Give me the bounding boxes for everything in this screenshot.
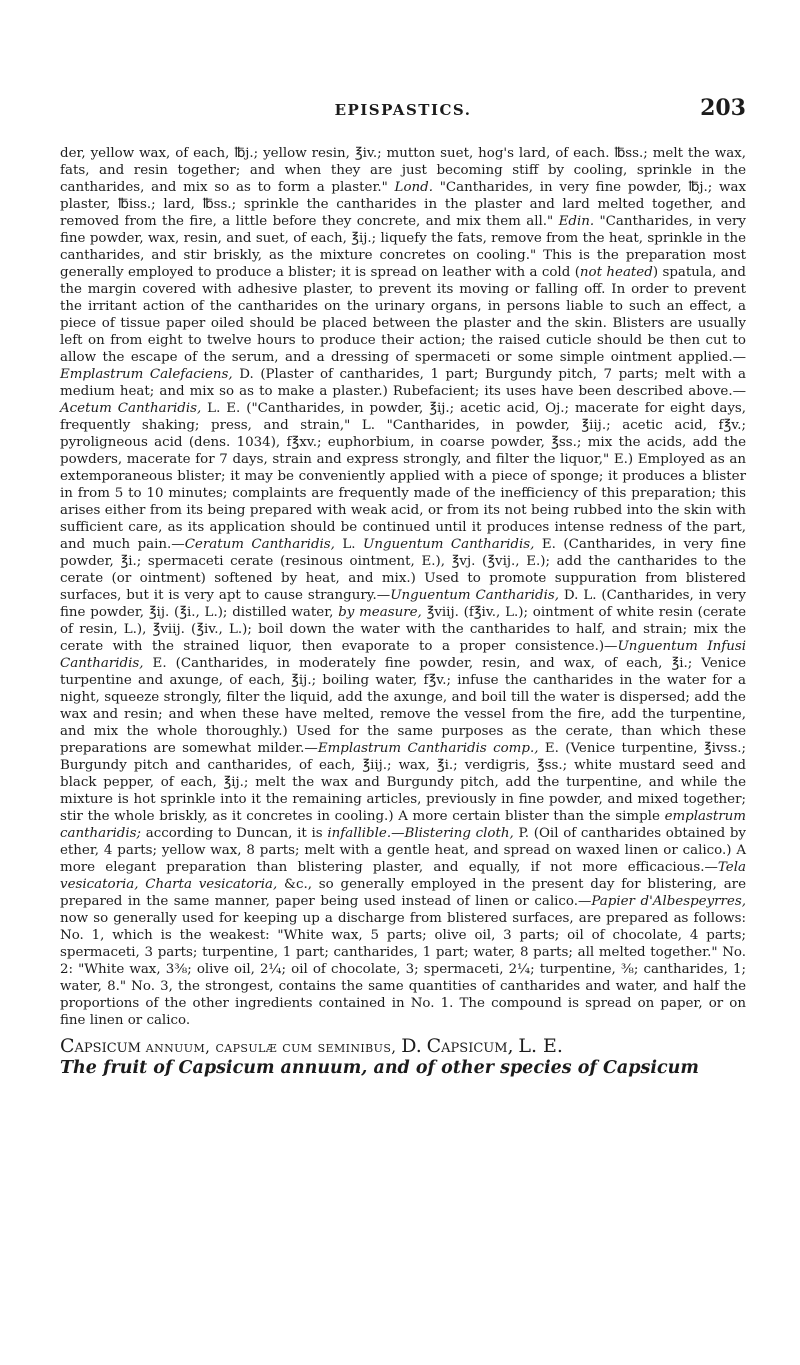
- body-text: [60, 145, 746, 1029]
- main-paragraph: der, yellow wax, of each, ℔j.; yellow resin, ℥iv.; mutton suet, hog's lard, of each. ℔ss.; melt the wax, fats, and resin together; and when they are just becoming stiff by cooling, sprinkle in the cantharides, and mix so as to form a plaster." Lond. "Cantharides, in very fine powder, ℔j.; wax plaster, ℔iss.; lard, ℔ss.; sprinkle the cantharides in the plaster and lard melted together, and removed from the fire, a little before they concrete, and mix them all." Edin. "Cantharides, in very fine powder, wax, resin, and suet, of each, ℥ij.; liquefy the fats, remove from the heat, sprinkle in the cantharides, and stir briskly, as the mixture concretes on cooling." This is the preparation most generally employed to produce a blister; it is spread on leather with a cold (not heated) spatula, and the margin covered with adhesive plaster, to prevent its moving or falling off. In order to prevent the irritant action of the cantharides on the urinary organs, in persons liable to such an effect, a piece of tissue paper oiled should be placed between the plaster and the skin. Blisters are usually left on from eight to twelve hours to produce their action; the raised cuticle should be then cut to allow the escape of the serum, and a dressing of spermaceti or some simple ointment applied.—Emplastrum Calefaciens, D. (Plaster of cantharides, 1 part; Burgundy pitch, 7 parts; melt with a medium heat; and mix so as to make a plaster.) Rubefacient; its uses have been described above.—Acetum Cantharidis, L. E. ("Cantharides, in powder, ℥ij.; acetic acid, Oj.; macerate for eight days, frequently shaking; press, and strain," L. "Cantharides, in powder, ℥iij.; acetic acid, f℥v.; pyroligneous acid (dens. 1034), f℥xv.; euphorbium, in coarse powder, ℥ss.; mix the acids, add the powders, macerate for 7 days, strain and express strongly, and filter the liquor," E.) Employed as an extemporaneous blister; it may be conveniently applied with a piece of sponge; it produces a blister in from 5 to 10 minutes; complaints are frequently made of the inefficiency of this preparation; this arises either from its being prepared with weak acid, or from its not being rubbed into the skin with sufficient care, as its application should be continued until it produces intense redness of the part, and much pain.—Ceratum Cantharidis, L. Unguentum Cantharidis, E. (Cantharides, in very fine powder, ℥i.; spermaceti cerate (resinous ointment, E.), ℥vj. (℥vij., E.); add the cantharides to the cerate (or ointment) softened by heat, and mix.) Used to promote suppuration from blistered surfaces, but it is very apt to cause strangury.—Unguentum Cantharidis, D. L. (Cantharides, in very fine powder, ℥ij. (℥i., L.); distilled water, by measure, ℥viij. (f℥iv., L.); ointment of white resin (cerate of resin, L.), ℥viij. (℥iv., L.); boil down the water with the cantharides to half, and strain; mix the cerate with the strained liquor, then evaporate to a proper consistence.)—Unguentum Infusi Cantharidis, E. (Cantharides, in moderately fine powder, resin, and wax, of each, ℥i.; Venice turpentine and axunge, of each, ℥ij.; boiling water, f℥v.; infuse the cantharides in the water for a night, squeeze strongly, filter the liquid, add the axunge, and boil till the water is dispersed; add the wax and resin; and when these have melted, remove the vessel from the fire, add the turpentine, and mix the whole thoroughly.) Used for the same purposes as the cerate, than which these preparations are somewhat milder.—Emplastrum Cantharidis comp., E. (Venice turpentine, ℥ivss.; Burgundy pitch and cantharides, of each, ℥iij.; wax, ℥i.; verdigris, ℥ss.; white mustard seed and black pepper, of each, ℥ij.; melt the wax and Burgundy pitch, add the turpentine, and while the mixture is hot sprinkle into it the remaining articles, previously in fine powder, and mixed together; stir the whole briskly, as it concretes in cooling.) A more certain blister than the simple emplastrum cantharidis; according to Duncan, it is infallible.—Blistering cloth, P. (Oil of cantharides obtained by ether, 4 parts; yellow wax, 8 parts; melt with a gentle heat, and spread on waxed linen or calico.) A more elegant preparation than blistering plaster, and equally, if not more efficacious.—Tela vesicatoria, Charta vesicatoria, &c., so generally employed in the present day for blistering, are prepared in the same manner, paper being used instead of linen or calico.—Papier d'Albespeyrres, now so generally used for keeping up a discharge from blistered surfaces, are prepared as follows: No. 1, which is the weakest: "White wax, 5 parts; olive oil, 3 parts; oil of chocolate, 4 parts; spermaceti, 3 parts; turpentine, 1 part; cantharides, 1 part; water, 8 parts; all melted together." No. 2: "White wax, 3⅜; olive oil, 2¼; oil of chocolate, 3; spermaceti, 2¼; turpentine, ⅜; cantharides, 1; water, 8." No. 3, the strongest, contains the same quantities of cantharides and water, and half the proportions of the other ingredients contained in No. 1. The compound is spread on paper, or on fine linen or calico.: [60, 146, 747, 1028]
- capsicum-heading: Capsicum annuum, capsulæ cum seminibus, D. Capsicum, L. E.: [60, 1035, 563, 1057]
- capsicum-description: The fruit of Capsicum annuum, and of other species of Capsicum: [60, 1058, 699, 1078]
- running-title: EPISPASTICS.: [334, 101, 472, 119]
- page-number: 203: [700, 95, 746, 121]
- running-head: [60, 95, 746, 131]
